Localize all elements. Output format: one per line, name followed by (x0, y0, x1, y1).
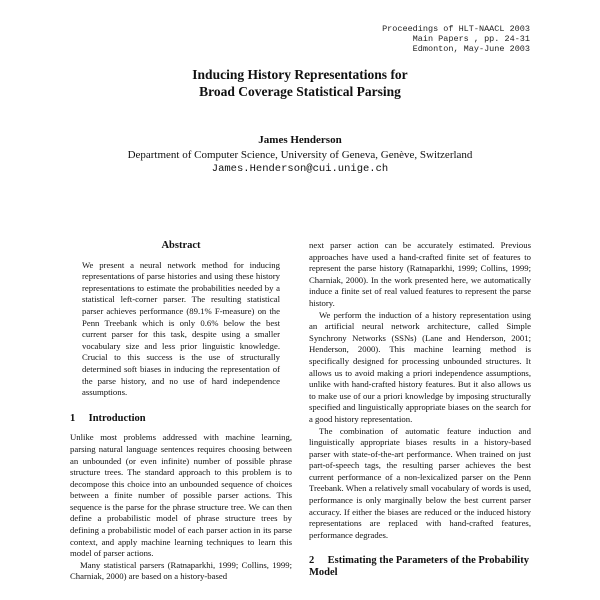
intro-paragraph-2: Many statistical parsers (Ratnaparkhi, 1999; Collins, 1999; Charniak, 2000) are based on a history-based (70, 559, 292, 582)
section-1-title: Introduction (88, 412, 146, 424)
proceedings-line-1: Proceedings of HLT-NAACL 2003 (382, 24, 530, 34)
left-column (70, 240, 292, 583)
section-2-title: Estimating the Parameters of the Probability Model (309, 555, 529, 579)
proceedings-header (382, 24, 530, 54)
section-2-number: 2 (309, 555, 315, 567)
intro-paragraph-ssn: We perform the induction of a history representation using an artificial neural network architecture, called Simple Synchrony Networks (SSNs) (Lane and Henderson, 2001; Henderson, 2000). This machine learning method is specifically designed for processing unbounded structures. It allows us to avoid making a priori independence assumptions, unlike with hand-crafted history features. But it also allows us to make use of our a priori knowledge by imposing structurally specified and linguistically appropriate biases on the search for a good history representation. (309, 309, 531, 424)
paper-title (0, 66, 600, 100)
intro-paragraph-continued: next parser action can be accurately estimated. Previous approaches have used a hand-crafted finite set of features to represent the parse history (Ratnaparkhi, 1999; Collins, 1999; Charniak, 2000). In the work presented here, we automatically induce a finite set of real valued features to represent the parse history. (309, 240, 531, 308)
section-2-heading (309, 555, 531, 578)
intro-paragraph-1: Unlike most problems addressed with machine learning, parsing natural language sentences requires choosing between an unbounded (or even infinite) number of possible phrase structure trees. The standard approach to this problem is to decompose this choice into an unbounded sequence of choices between a finite number of possible parser actions. This sequence is the parse for the phrase structure tree. We can then define a probabilistic model of phrase structure trees by defining a probabilistic model of each parser action in its parse context, and apply machine learning techniques to learn this model of parser actions. (70, 432, 292, 559)
author-affiliation: Department of Computer Science, University of Geneva, Genève, Switzerland (127, 148, 473, 161)
right-column (309, 240, 531, 587)
author-email: James.Henderson@cui.unige.ch (211, 163, 389, 175)
abstract-text: We present a neural network method for inducing representations of parse histories and using these history representations to estimate the probabilities needed by a statistical left-corner parser. The resulting statistical parser achieves performance (89.1% F-measure) on the Penn Treebank which is only 0.6% below the best current parser for this task, despite using a smaller vocabulary size and less prior linguistic knowledge. Crucial to this success is the use of structurally determined soft biases in inducing the representation of the parse history, and no use of hard independence assumptions. (82, 259, 280, 398)
proceedings-line-2: Main Papers , pp. 24-31 (412, 34, 530, 44)
author-name: James Henderson (258, 134, 342, 146)
section-1-heading (70, 413, 292, 425)
title-line-2: Broad Coverage Statistical Parsing (199, 84, 401, 99)
abstract-heading: Abstract (161, 240, 201, 251)
author-block (0, 133, 600, 177)
title-line-1: Inducing History Representations for (192, 67, 408, 82)
section-1-number: 1 (70, 412, 76, 424)
intro-paragraph-combination: The combination of automatic feature induction and linguistically appropriate biases results in a history-based parser with state-of-the-art performance. When trained on just part-of-speech tags, the resulting parser achieves the best current performance of a non-lexicalized parser on the Penn Treebank. When a relatively small vocabulary of words is used, performance is only marginally below the best current parser accuracy. If either the biases are reduced or the induced history representations are replaced with hand-crafted features, performance degrades. (309, 425, 531, 540)
proceedings-line-3: Edmonton, May-June 2003 (412, 44, 530, 54)
